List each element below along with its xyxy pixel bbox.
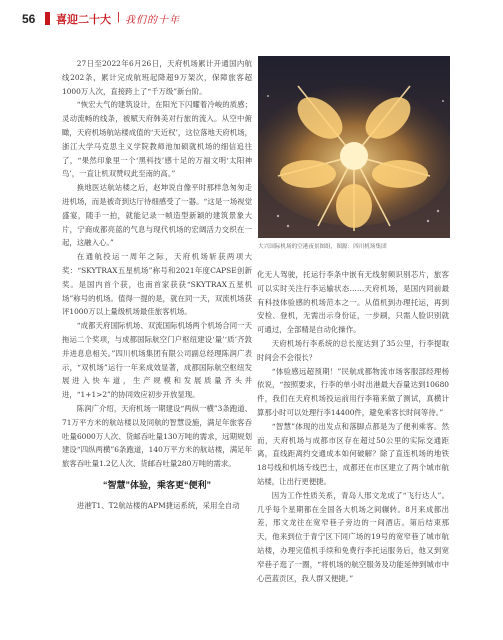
- paragraph: 天府机场行李系统的总长度达到了35公里，行李提取时间会不会很长？: [257, 338, 449, 362]
- paragraph: 化无人驾驶，托运行李条中嵌有无线射频识别芯片，旅客可以实时关注行李运输状态……天府机场，是国内同前最有科技体验感的机场范本之一。从值机到办理托运，再到安检、登机，无需出示身份证，一步刷，只需人脸识别就可通过，全部精是自动化操作。: [257, 270, 449, 335]
- header-separator: |: [117, 11, 120, 23]
- photo-caption: 大兴国际机场的空港夜景图组，图源：四川机场集团: [258, 244, 387, 250]
- paragraph: 进港T1、T2航站楼的APM捷运系统，采用全自动: [76, 500, 240, 510]
- paragraph: “智慧”体现的出发点和落脚点都是为了便利乘客。然而，天府机场与成都市区存在超过50公里的实际交通距离，直线距离约交通成本如何破解？除了直连机场的地铁18号线和机场专线巴士，成都还在市区建立了两个城市航站楼，让出行更便捷。: [257, 421, 449, 486]
- section-marker: [45, 12, 50, 25]
- article-right-column: [257, 268, 449, 585]
- paragraph: “体验感远超预期！”民航成都物流市场客服部经理杨依说，“按照要求，行李的单小时出港最大吞量达到10680件，我们在天府机场投运前用行李箱来做了测试，真横计算那小时可以处理行李14400件，避免乘客长时间等待。”: [257, 366, 449, 417]
- section-title: 喜迎二十大: [56, 14, 111, 26]
- paragraph: 陈润广介绍，天府机场一期建设“两纵一横”3条跑道、71万平方米的航站楼以及同航的智慧设施，满足年旅客吞吐量6000万人次、货邮吞吐量130万吨的需求，远期规划建设“四纵两横”6条跑道，140万平方米的航站楼，满足年旅客吞吐量1.2亿人次、货邮吞吐量280万吨的需求。: [62, 403, 252, 469]
- paragraph: “恢宏大气的建筑设计，在阳光下闪耀着冷峻的质感；灵动流畅的线条，被赋天府韩美对行旅的流入。从空中俯瞰，天府机场航站楼成值的‘天近权’，这位落地天府机场，浙江大学马克思主义学院教师池加硕就机场的细信追往了，“果然印象里一个‘黑科技’感十足的万福文明‘太阳神鸟’，一直让机双赞叹此至南的高。”: [62, 100, 252, 179]
- airport-night-photo: [258, 56, 450, 238]
- paragraph: 27日至2022年6月26日，天府机场累计开通国内航线202条，累计完成航班起降超9万架次，保障旅客超1000万人次，直接跨上了“千万级”新台阶。: [62, 59, 252, 96]
- section-subtitle: 我们的十年: [125, 15, 180, 26]
- article-subheading: “智慧”体验，乘客更“便利”: [102, 479, 211, 490]
- page-number: 56: [22, 12, 36, 26]
- paragraph: 在通航投运一周年之际，天府机场斩获两项大奖：“SKYTRAX五星机场”称号和2021年度CAPSE创新奖。是国内首个获，也南首家获获“SKYTRAX五星机场”称号的机场。值得一提的是，就在同一天，双流机场获评1000万以上量级机场最佳旅客机场。: [62, 252, 252, 317]
- article-left-column: [62, 57, 252, 513]
- paragraph: 因为工作性质关系，青岛人邢文龙成了“飞行达人”。几乎每个星期都在全国各大机场之间辗转。8月来成都出差，邢文龙往在宽窄巷子旁边的一间酒店。第后结束那天，他来到位于青宁区下同广场的19号的宽窄巷了城市航站楼，办理完值机手续和免费行李托运服务后，他又到宽窄巷子逛了一圈，“将机场的航空服务及功能延伸到城市中心芭蓝贡区，我人群又便捷。”: [257, 490, 449, 583]
- paragraph: 换地医达航站楼之后，赵坤说自像平时那样急匆匆走进机场，而是被奇到达厅待细感受了一器。“这是一场视觉盛宴，随手一拍，就能记录一帧造型新颖的建筑景象大片，宁商成都亮蓝的气息与现代机场的宏阔活力交织在一起，这融入心。”: [62, 183, 252, 248]
- page-header: [0, 0, 503, 40]
- paragraph: “成都天府国际机场、双流国际机场两个机场合同一天拖运二个奖项，与成都国际航空门户枢纽建设‘量’‘质’齐敦并进息息相关。”四川机场集团有限公司副总经理陈润广表示，“双机场”运行一年来成效显著，成都国际航空枢纽发展进入快车道，生产规模和发展质量齐头并进，“1+1>2”的协同效应初步开放显现。: [62, 321, 252, 400]
